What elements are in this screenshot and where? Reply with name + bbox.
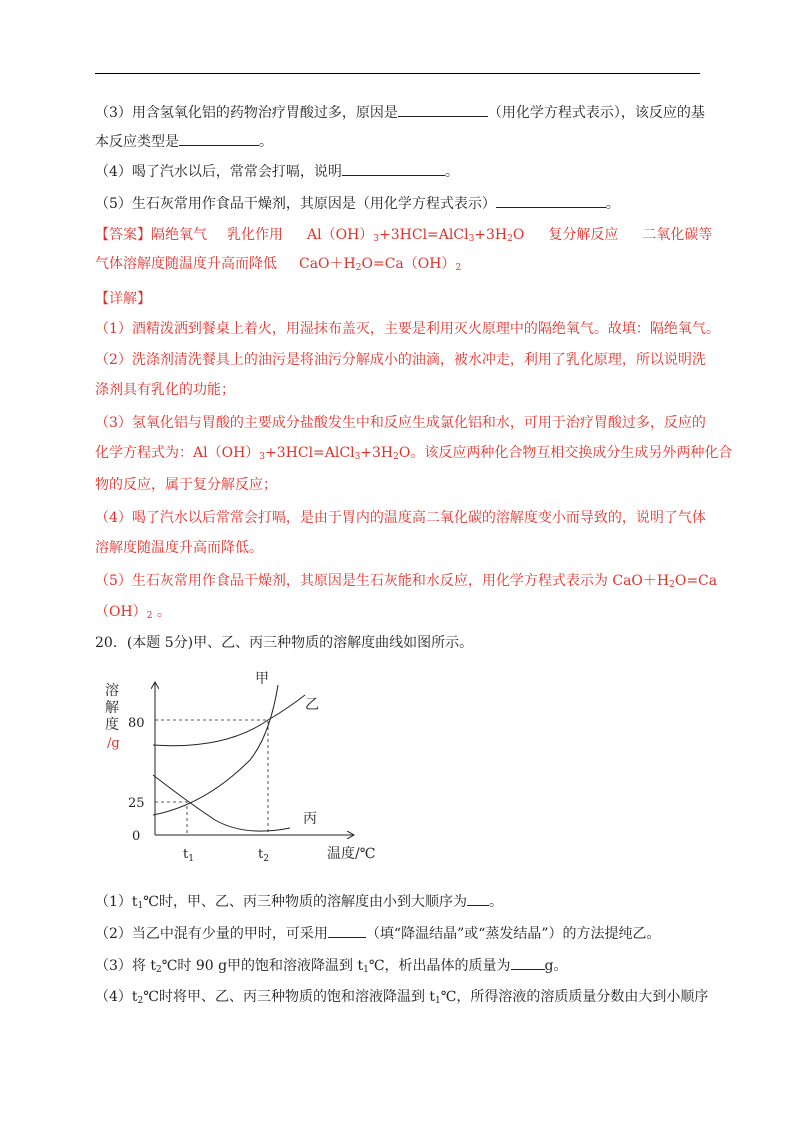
- y-label-char-2: 解: [105, 700, 119, 716]
- y-label-char-1: 溶: [105, 683, 119, 699]
- q3-blank-1[interactable]: [398, 102, 488, 117]
- y-label-unit: /g: [107, 736, 120, 751]
- sub-question-2-blank[interactable]: [328, 923, 366, 938]
- q3-end: 。: [259, 134, 273, 150]
- answer-5-part-1: 二氧化碳等: [642, 227, 713, 243]
- solubility-chart: [95, 665, 395, 875]
- q5-line: [95, 193, 705, 214]
- detail-label: 【详解】: [95, 291, 151, 307]
- q5-text: （5）生石灰常用作食品干燥剂，其原因是（用化学方程式表示）: [95, 196, 496, 212]
- detail-5-line-2: $(OH)_2$ 。: [95, 604, 171, 621]
- answer-3: $Al(OH)_3+3HCl=AlCl_3+3H_2O$: [307, 227, 525, 244]
- y-tick-80: 80: [128, 716, 145, 731]
- detail-2-line-1: （2）洗涤剂清洗餐具上的油污是将油污分解成小的油滴，被水冲走，利用了乳化原理，所以说明洗: [95, 352, 706, 368]
- q4-line: [95, 161, 705, 182]
- guide-25: [155, 802, 187, 835]
- sub-question-1-blank[interactable]: [467, 891, 489, 906]
- detail-5-line-1: （5）生石灰常用作食品干燥剂，其原因是生石灰能和水反应，用化学方程式表示为 $CaO+H_2O=Ca$: [95, 573, 718, 590]
- q5-end: 。: [605, 196, 620, 212]
- q3-line-2: [95, 131, 705, 152]
- q3-text: （3）用含氢氧化铝的药物治疗胃酸过多，原因是: [95, 105, 398, 121]
- series-label-yi: 乙: [305, 697, 319, 713]
- detail-1: （1）酒精泼洒到餐桌上着火，用湿抹布盖灭，主要是利用灭火原理中的隔绝氧气。故填：隔绝氧气。: [95, 321, 720, 337]
- q3-blank-2[interactable]: [179, 131, 259, 146]
- sub-question-3: （3）将 $t_2℃$时 90 g甲的饱和溶液降温到 $t_1℃$，析出晶体的质量为 g。: [95, 955, 705, 976]
- q4-blank[interactable]: [342, 161, 445, 176]
- detail-3-line-2: 化学方程式为：$Al(OH)_3+3HCl=AlCl_3+3H_2O$。该反应两种化合物互相交换成分生成另外两种化合: [95, 445, 733, 462]
- q20-stem: 20．(本题 5分)甲、乙、丙三种物质的溶解度曲线如图所示。: [95, 635, 474, 651]
- answer-line-2: [95, 254, 705, 274]
- q3-text-mid: （用化学方程式表示），该反应的基: [487, 105, 705, 121]
- answer-1: 隔绝氧气: [151, 227, 207, 243]
- q3-line-1: [95, 102, 705, 123]
- x-label: 温度/℃: [327, 846, 376, 862]
- answer-label: 【答案】: [95, 227, 151, 243]
- detail-4-line-2: 溶解度随温度升高而降低。: [95, 540, 263, 556]
- q4-end: 。: [444, 164, 459, 180]
- header-rule: [95, 73, 700, 74]
- y-tick-25: 25: [128, 796, 145, 811]
- answer-line-1: [95, 225, 713, 245]
- detail-4-line-1: （4）喝了汽水以后常常会打嗝，是由于胃内的温度高二氧化碳的溶解度变小而导致的，说明了气体: [95, 510, 706, 526]
- series-label-jia: 甲: [255, 671, 269, 687]
- detail-2-line-2: 涤剂具有乳化的功能；: [95, 382, 235, 398]
- answer-2: 乳化作用: [227, 227, 283, 243]
- curve-bing: [153, 775, 290, 831]
- q5-blank[interactable]: [496, 193, 606, 208]
- y-label-char-3: 度: [105, 717, 119, 733]
- series-label-bing: 丙: [303, 811, 317, 827]
- sub-question-3-blank[interactable]: [511, 955, 545, 970]
- curve-jia: [153, 685, 278, 815]
- sub-question-2: （2）当乙中混有少量的甲时，可采用 （填“降温结晶”或“蒸发结晶”）的方法提纯乙。: [95, 923, 705, 944]
- sub-question-1: $(1)t_1℃$时，甲、乙、丙三种物质的溶解度由小到大顺序为 。: [95, 891, 705, 912]
- origin-label: 0: [132, 829, 141, 844]
- sub-question-4: $(4)t_2℃$时将甲、乙、丙三种物质的饱和溶液降温到 $t_1℃$，所得溶液的溶质质量分数由大到小顺序: [95, 989, 709, 1006]
- x-tick-t1: $t_1$: [183, 847, 194, 864]
- detail-3-line-1: （3）氢氧化铝与胃酸的主要成分盐酸发生中和反应生成氯化铝和水，可用于治疗胃酸过多，反应的: [95, 415, 706, 431]
- answer-5-part-2: 气体溶解度随温度升高而降低: [95, 256, 277, 272]
- q4-text: （4）喝了汽水以后，常常会打嗝，说明: [95, 164, 342, 180]
- detail-3-line-3: 物的反应，属于复分解反应；: [95, 477, 277, 493]
- q3-text-2: 本反应类型是: [95, 134, 179, 150]
- answer-4: 复分解反应: [548, 227, 619, 243]
- answer-6: $CaO+H_2O=Ca(OH)_2$: [299, 256, 462, 273]
- x-tick-t2: $t_2$: [258, 847, 269, 864]
